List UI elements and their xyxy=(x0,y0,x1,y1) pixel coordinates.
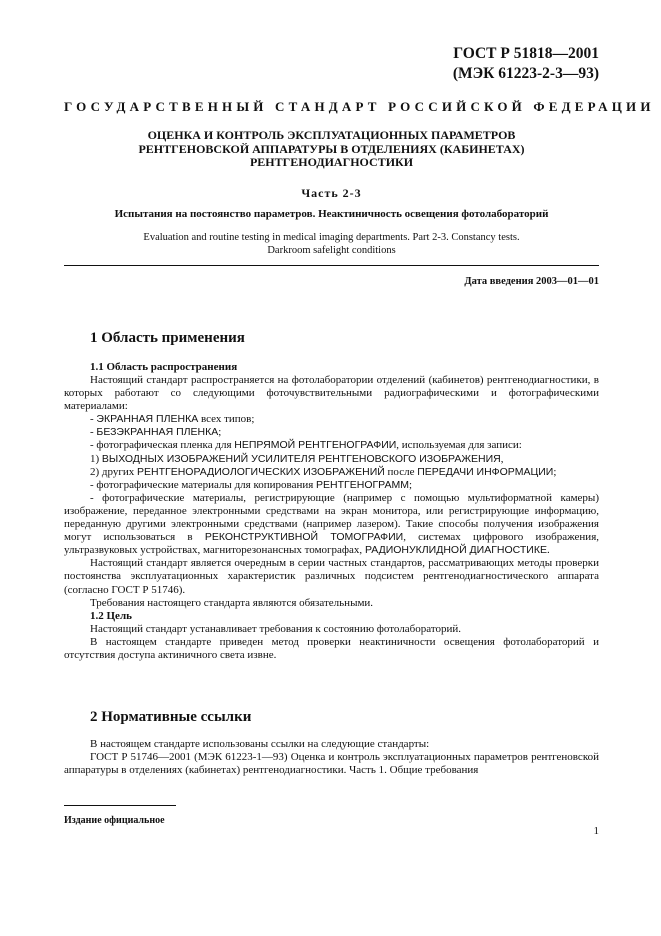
document-code-line2: (МЭК 61223-2-3—93) xyxy=(452,65,599,82)
title-line: ОЦЕНКА И КОНТРОЛЬ ЭКСПЛУАТАЦИОННЫХ ПАРАМЕТРОВ xyxy=(147,128,516,142)
official-edition-label: Издание официальное xyxy=(64,815,165,826)
title-line: РЕНТГЕНОВСКОЙ АППАРАТУРЫ В ОТДЕЛЕНИЯХ (КАБИНЕТАХ) xyxy=(138,141,525,156)
document-title xyxy=(64,129,599,170)
english-title-line: Darkroom safelight conditions xyxy=(267,245,396,256)
title-line: РЕНТГЕНОДИАГНОСТИКИ xyxy=(249,155,414,169)
footer-divider xyxy=(64,805,176,806)
section2-heading: 2 Нормативные ссылки xyxy=(90,709,252,725)
section1-heading: 1 Область применения xyxy=(90,330,245,346)
list-item: 2) других РЕНТГЕНОРАДИОЛОГИЧЕСКИХ ИЗОБРАЖЕНИЙ после ПЕРЕДАЧИ ИНФОРМАЦИИ; xyxy=(90,465,557,478)
section2-body xyxy=(64,738,599,777)
paragraph: Настоящий стандарт является очередным в серии частных стандартов, рассматривающих методы проверки постоянства эксплуатационных характеристик различных подсистем рентгенодиагностического аппарата (согласно ГОСТ Р 51746). xyxy=(64,557,599,596)
document-subtitle: Испытания на постоянство параметров. Неактиничность освещения фотолабораторий xyxy=(114,208,549,220)
page-number: 1 xyxy=(593,825,599,837)
section1-2-heading: 1.2 Цель xyxy=(90,609,132,622)
part-number: Часть 2-3 xyxy=(301,186,362,200)
paragraph: В настоящем стандарте использованы ссылки на следующие стандарты: xyxy=(90,738,430,750)
list-item: - фотографическая пленка для НЕПРЯМОЙ РЕНТГЕНОГРАФИИ, используемая для записи: xyxy=(90,439,522,452)
paragraph: Настоящий стандарт распространяется на фотолаборатории отделений (кабинетов) рентгенодиагностики, в которых работают со следующими фоточувствительными радиографическими и фотографическими материалами: xyxy=(64,374,599,413)
list-item: - БЕЗЭКРАННАЯ ПЛЕНКА; xyxy=(90,426,222,439)
paragraph: Требования настоящего стандарта являются обязательными. xyxy=(90,596,374,609)
paragraph: В настоящем стандарте приведен метод проверки неактиничности освещения фотолабораторий и отсутствия доступа актиничного света извне. xyxy=(64,635,599,661)
section1-1-body xyxy=(64,374,599,662)
list-item: 1) ВЫХОДНЫХ ИЗОБРАЖЕНИЙ УСИЛИТЕЛЯ РЕНТГЕНОВСКОГО ИЗОБРАЖЕНИЯ, xyxy=(90,452,504,465)
list-item: - фотографические материалы для копирования РЕНТГЕНОГРАММ; xyxy=(90,478,413,491)
english-title xyxy=(64,231,599,257)
document-code-line1: ГОСТ Р 51818—2001 xyxy=(453,45,599,62)
list-item: - фотографические материалы, регистрирующие (например с помощью мультиформатной камеры) изображение, переданное электронными средствами на экран монитора, или регистрирующие информацию, переданную другими электронными средствами (например лазером). Такие способы получения изображения могут использоваться в РЕКОНСТРУКТИВНОЙ ТОМОГРАФИИ, системах цифрового изображения, ультразвуковых устройствах, магниторезонансных томографах, РАДИОНУКЛИДНОЙ ДИАГНОСТИКЕ. xyxy=(64,491,600,557)
document-code xyxy=(453,44,599,84)
introduction-date: Дата введения 2003—01—01 xyxy=(464,276,599,287)
section1-1-heading: 1.1 Область распространения xyxy=(90,361,238,373)
paragraph: Настоящий стандарт устанавливает требования к состоянию фотолабораторий. xyxy=(90,622,462,635)
english-title-line: Evaluation and routine testing in medical imaging departments. Part 2-3. Constancy tests. xyxy=(143,232,520,243)
list-item: - ЭКРАННАЯ ПЛЕНКА всех типов; xyxy=(90,413,255,426)
state-standard-heading: ГОСУДАРСТВЕННЫЙ СТАНДАРТ РОССИЙСКОЙ ФЕДЕРАЦИИ xyxy=(64,99,655,114)
paragraph: ГОСТ Р 51746—2001 (МЭК 61223-1—93) Оценка и контроль эксплуатационных параметров рентгеновской аппаратуры в отделениях (кабинетах) рентгенодиагностики. Часть 1. Общие требования xyxy=(64,751,599,777)
header-divider xyxy=(64,265,599,266)
